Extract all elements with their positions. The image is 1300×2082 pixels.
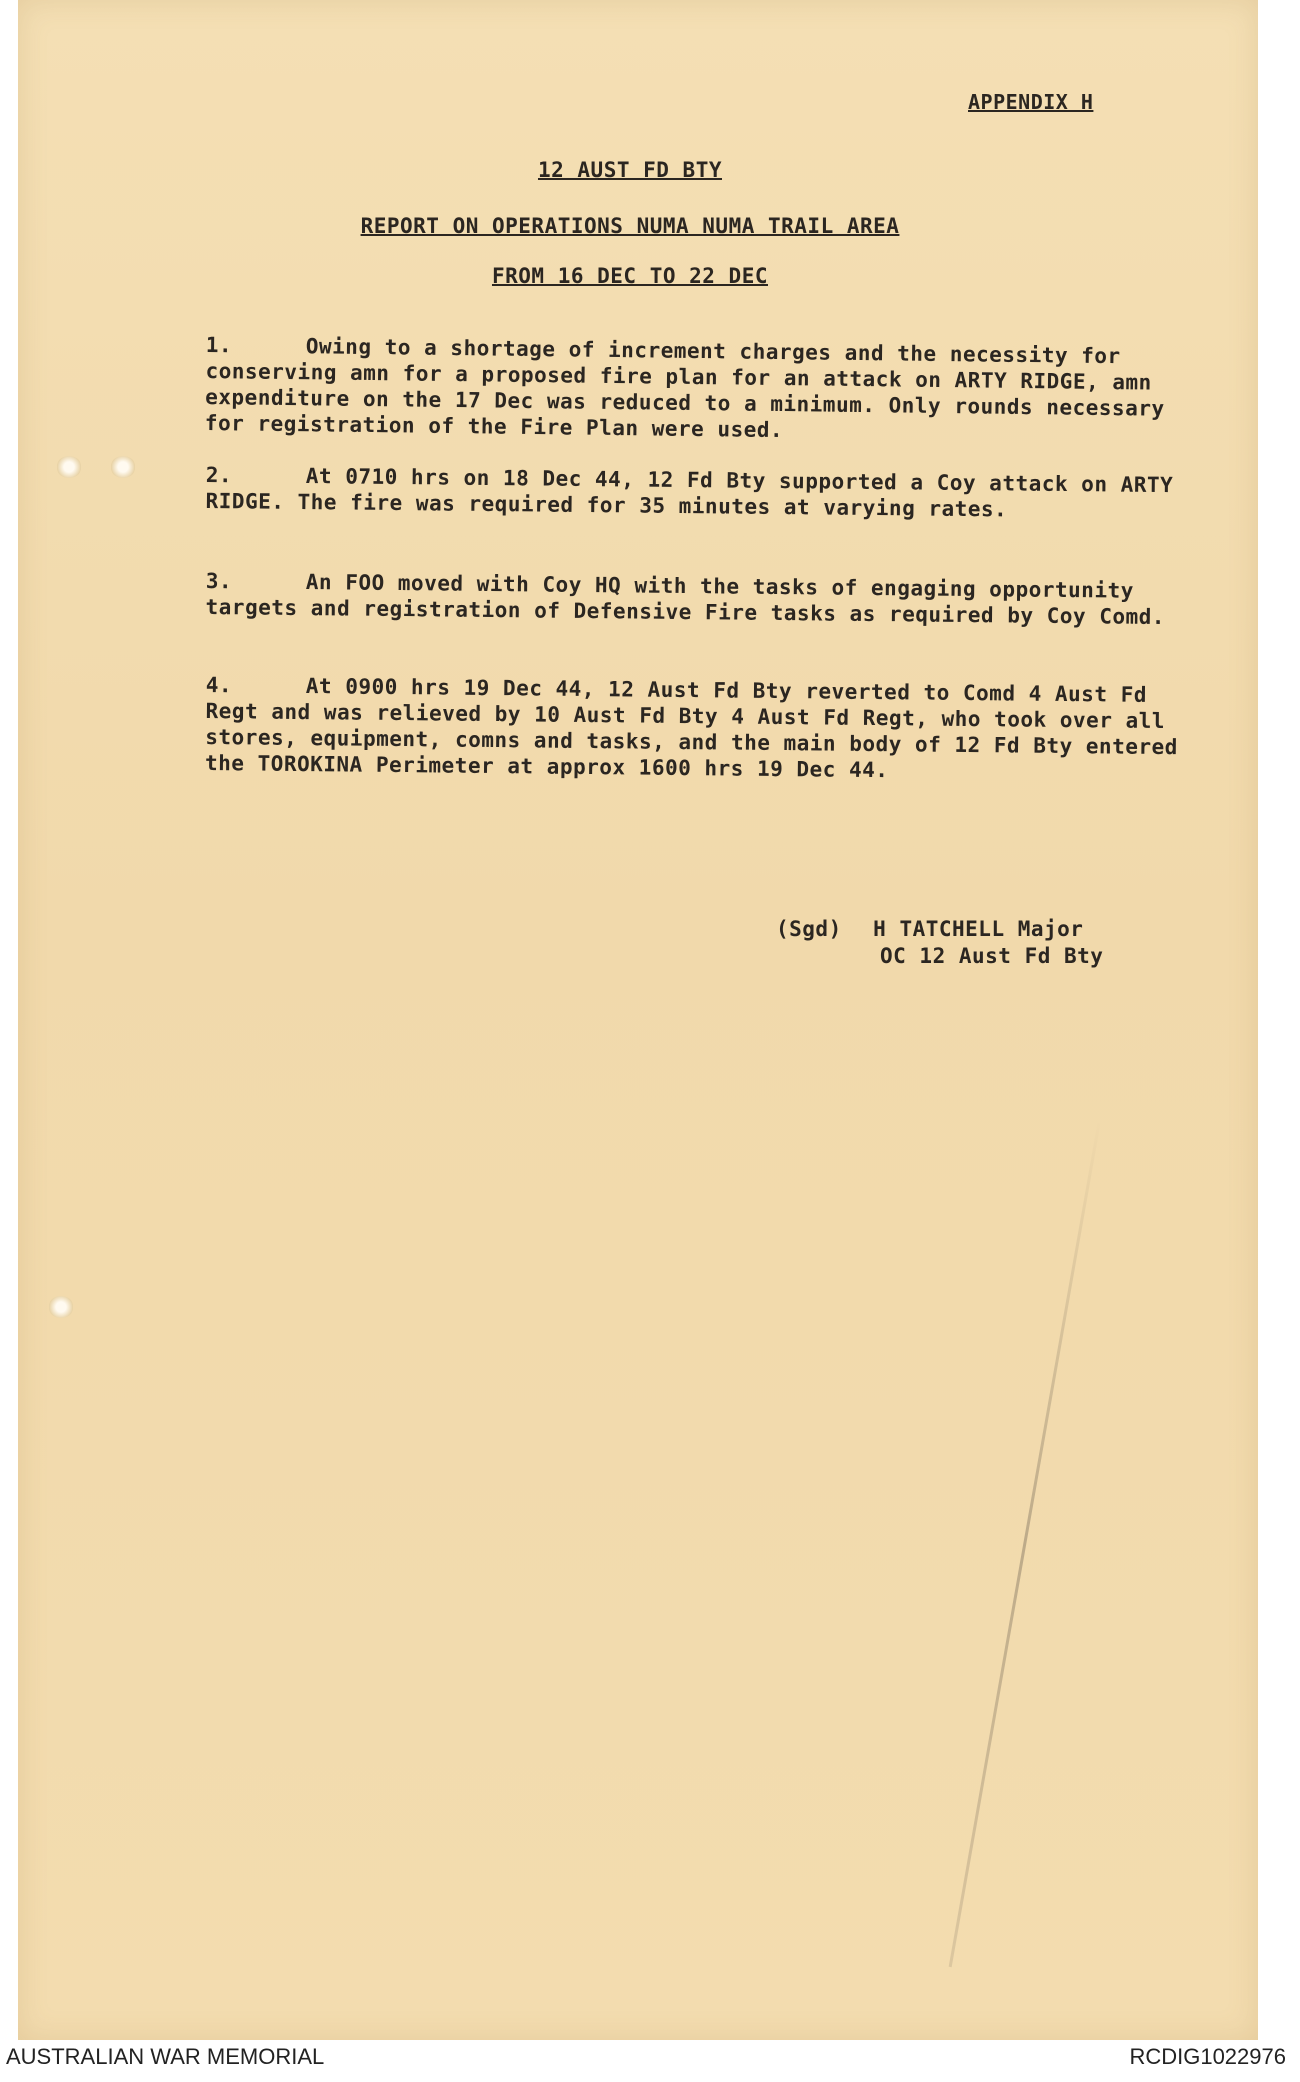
archive-credit: AUSTRALIAN WAR MEMORIAL: [6, 2044, 325, 2069]
unit-title: 12 AUST FD BTY: [537, 158, 722, 182]
report-title: REPORT ON OPERATIONS NUMA NUMA TRAIL AREA: [360, 214, 900, 238]
signed-marker: (Sgd): [776, 917, 842, 941]
date-range: FROM 16 DEC TO 22 DEC: [491, 264, 768, 288]
paragraph-number: 3.: [205, 568, 233, 594]
paragraph-2: [205, 462, 1195, 524]
appendix-label: APPENDIX H: [968, 90, 1094, 114]
document-page: [18, 0, 1258, 2040]
paragraph-text: An FOO moved with Coy HQ with the tasks of engaging opportunity targets and registration of Defensive Fire tasks as required by Coy Comd.: [205, 570, 1166, 630]
pencil-mark: [949, 1120, 1101, 1967]
paragraph-number: 2.: [205, 462, 233, 488]
paragraph-4: [205, 672, 1196, 786]
signatory-name: H TATCHELL Major: [873, 917, 1084, 941]
signatory-position: OC 12 Aust Fd Bty: [880, 944, 1104, 968]
paragraph-1: [205, 332, 1196, 448]
paragraph-3: [205, 568, 1195, 630]
record-id: RCDIG1022976: [1129, 2044, 1286, 2069]
paragraph-text: At 0710 hrs on 18 Dec 44, 12 Fd Bty supported a Coy attack on ARTY RIDGE. The fire was required for 35 minutes at varying rates.: [205, 464, 1174, 522]
paragraph-text: Owing to a shortage of increment charges and the necessity for conserving amn for a proposed fire plan for an attack on ARTY RIDGE, amn expenditure on the 17 Dec was reduced to a minimum. Only rounds necessary for registration of the Fire Plan were used.: [204, 334, 1165, 443]
paragraph-text: At 0900 hrs 19 Dec 44, 12 Aust Fd Bty reverted to Comd 4 Aust Fd Regt and was relieved by 10 Aust Fd Bty 4 Aust Fd Regt, who took over all stores, equipment, comns and tasks, and the main body of 12 Fd Bty entered the TOROKINA Perimeter at approx 1600 hrs 19 Dec 44.: [204, 674, 1178, 783]
paragraph-number: 4.: [205, 672, 233, 698]
paragraph-number: 1.: [205, 332, 233, 358]
signature-block: [776, 916, 1103, 970]
